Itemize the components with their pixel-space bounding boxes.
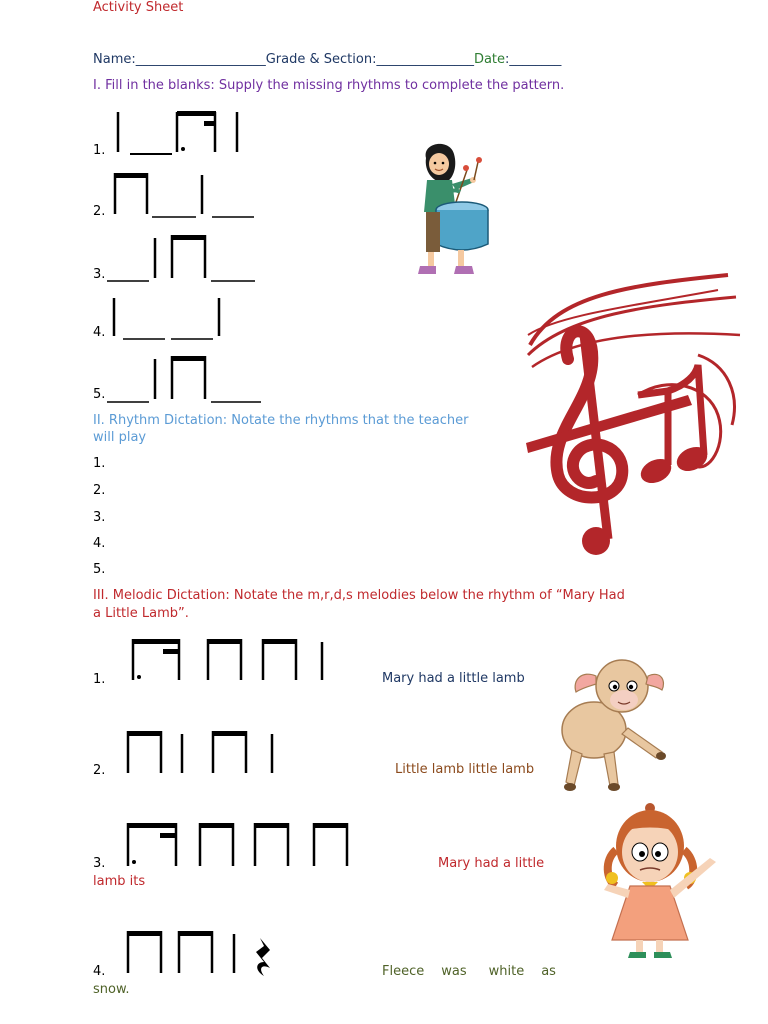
s2-item-1: 1. (93, 456, 106, 471)
s3-item-1-number: 1. (93, 672, 106, 687)
s2-item-5: 5. (93, 562, 106, 577)
s1-item-1-number: 1. (93, 143, 106, 158)
s2-item-2: 2. (93, 483, 106, 498)
info-line (93, 52, 561, 67)
section3-heading-line2: a Little Lamb”. (93, 606, 189, 621)
s3-item-4-lyric (382, 964, 556, 979)
lyric-word: white (488, 964, 525, 979)
name-label: Name: (93, 52, 136, 67)
s1-item-4-rhythm (110, 294, 230, 344)
date-label: Date (473, 52, 506, 67)
s3-item-3-rhythm (124, 820, 354, 870)
quarter-rest-icon (256, 938, 270, 976)
s1-item-3-number: 3. (93, 267, 106, 282)
grade-blank[interactable]: _______________ (376, 52, 474, 67)
s1-item-1-rhythm (110, 106, 250, 160)
sheet-title: Activity Sheet (93, 0, 184, 15)
s3-item-1-lyric: Mary had a little lamb (382, 671, 525, 686)
s3-item-2-number: 2. (93, 763, 106, 778)
girl-pigtails-illustration (600, 800, 722, 962)
lyric-word: was (441, 964, 467, 979)
girl-drummer-illustration (412, 140, 494, 285)
s1-item-5-rhythm (105, 353, 265, 405)
s1-item-4-number: 4. (93, 325, 106, 340)
lyric-word: as (541, 964, 556, 979)
s2-item-3: 3. (93, 510, 106, 525)
s1-item-3-rhythm (105, 232, 260, 284)
date-blank[interactable]: :________ (505, 52, 562, 67)
s3-item-4-lyric-continued: snow. (93, 982, 130, 997)
s1-item-2-number: 2. (93, 204, 106, 219)
s1-item-2-rhythm (110, 170, 260, 222)
lyric-word: Fleece (382, 964, 425, 979)
s3-item-2-lyric: Little lamb little lamb (395, 762, 535, 777)
s1-item-5-number: 5. (93, 387, 106, 402)
s3-item-1-rhythm (125, 636, 335, 688)
section3-heading-line1: III. Melodic Dictation: Notate the m,r,d,s melodies below the rhythm of “Mary Had (93, 588, 625, 603)
section2-heading-line1: II. Rhythm Dictation: Notate the rhythms that the teacher (93, 413, 469, 428)
section1-heading: I. Fill in the blanks: Supply the missing rhythms to complete the pattern. (93, 78, 565, 93)
grade-label: Grade & Section: (265, 52, 377, 67)
lamb-illustration (552, 650, 672, 795)
s3-item-3-lyric-continued: lamb its (93, 874, 146, 889)
treble-clef-notes-icon (518, 275, 743, 565)
name-blank[interactable]: ____________________ (135, 52, 266, 67)
s3-item-3-number: 3. (93, 856, 106, 871)
s2-item-4: 4. (93, 536, 106, 551)
s3-item-4-rhythm (124, 928, 279, 978)
s3-item-3-lyric: Mary had a little (438, 856, 545, 871)
s3-item-2-rhythm (124, 728, 284, 780)
s3-item-4-number: 4. (93, 964, 106, 979)
section2-heading-line2: will play (93, 430, 147, 445)
